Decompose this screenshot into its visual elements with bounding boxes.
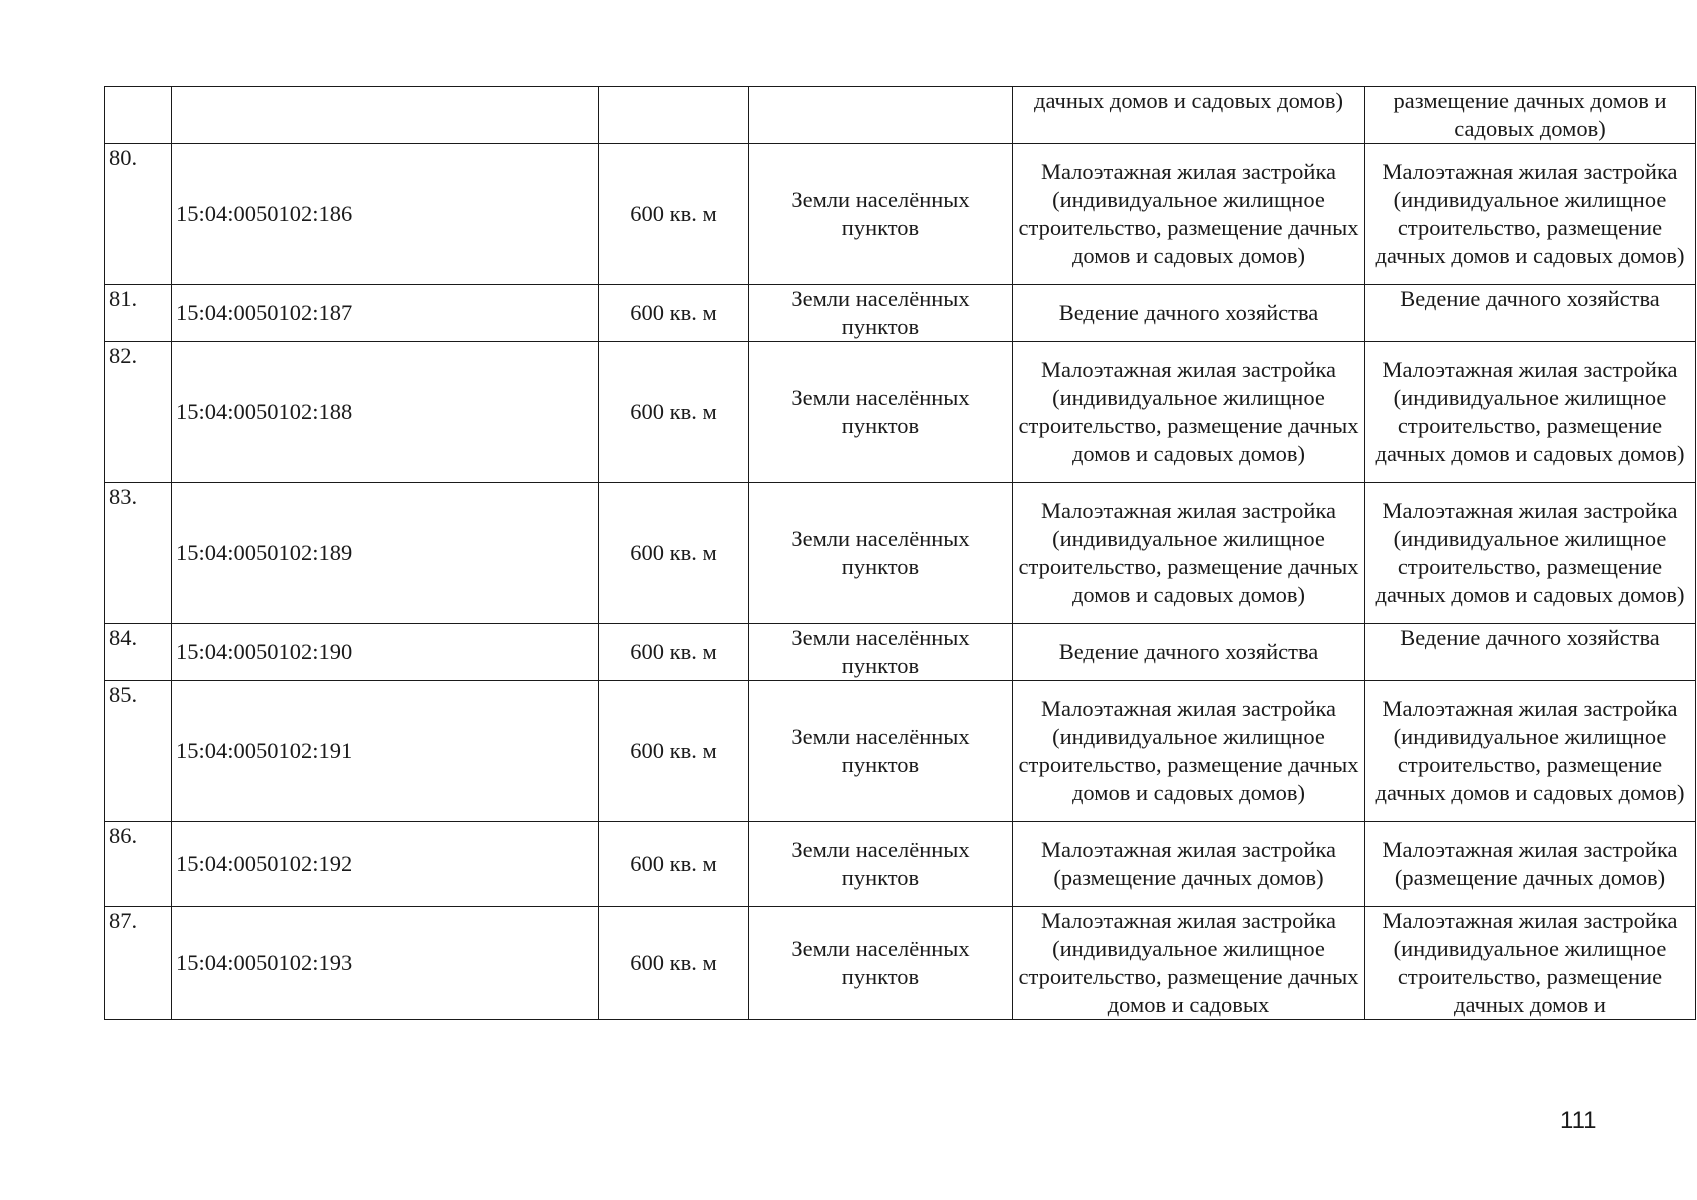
cadastral-number-cell: 15:04:0050102:188	[172, 342, 599, 483]
cadastral-number-cell: 15:04:0050102:187	[172, 285, 599, 342]
table-row	[105, 822, 1696, 907]
area-cell: 600 кв. м	[599, 624, 749, 681]
permitted-use-actual-cell: Ведение дачного хозяйства	[1365, 285, 1696, 342]
permitted-use-cell: Малоэтажная жилая застройка (размещение дачных домов)	[1013, 822, 1365, 907]
permitted-use-cell: дачных домов и садовых домов)	[1013, 87, 1365, 144]
cadastral-number-cell: 15:04:0050102:192	[172, 822, 599, 907]
row-number-cell: 87.	[105, 907, 172, 1020]
table-row	[105, 907, 1696, 1020]
table-row	[105, 144, 1696, 285]
area-cell	[599, 87, 749, 144]
table-row	[105, 624, 1696, 681]
land-category-cell: Земли населённых пунктов	[749, 681, 1013, 822]
permitted-use-cell: Малоэтажная жилая застройка (индивидуальное жилищное строительство, размещение дачных домов и садовых домов)	[1013, 681, 1365, 822]
land-category-cell: Земли населённых пунктов	[749, 907, 1013, 1020]
cadastral-number-cell: 15:04:0050102:193	[172, 907, 599, 1020]
land-category-cell: Земли населённых пунктов	[749, 624, 1013, 681]
permitted-use-actual-cell: размещение дачных домов и садовых домов)	[1365, 87, 1696, 144]
permitted-use-actual-cell: Малоэтажная жилая застройка (размещение дачных домов)	[1365, 822, 1696, 907]
area-cell: 600 кв. м	[599, 285, 749, 342]
permitted-use-actual-cell: Малоэтажная жилая застройка (индивидуальное жилищное строительство, размещение дачных домов и	[1365, 907, 1696, 1020]
permitted-use-cell: Ведение дачного хозяйства	[1013, 624, 1365, 681]
land-category-cell	[749, 87, 1013, 144]
row-number-cell: 85.	[105, 681, 172, 822]
permitted-use-cell: Малоэтажная жилая застройка (индивидуальное жилищное строительство, размещение дачных домов и садовых домов)	[1013, 342, 1365, 483]
land-category-cell: Земли населённых пунктов	[749, 822, 1013, 907]
permitted-use-actual-cell: Малоэтажная жилая застройка (индивидуальное жилищное строительство, размещение дачных домов и садовых домов)	[1365, 342, 1696, 483]
permitted-use-actual-cell: Ведение дачного хозяйства	[1365, 624, 1696, 681]
row-number-cell: 84.	[105, 624, 172, 681]
permitted-use-cell: Ведение дачного хозяйства	[1013, 285, 1365, 342]
cadastral-number-cell	[172, 87, 599, 144]
row-number-cell: 83.	[105, 483, 172, 624]
permitted-use-cell: Малоэтажная жилая застройка (индивидуальное жилищное строительство, размещение дачных домов и садовых домов)	[1013, 144, 1365, 285]
table-row	[105, 342, 1696, 483]
page-number: 111	[1560, 1107, 1597, 1134]
cadastral-number-cell: 15:04:0050102:191	[172, 681, 599, 822]
permitted-use-actual-cell: Малоэтажная жилая застройка (индивидуальное жилищное строительство, размещение дачных домов и садовых домов)	[1365, 144, 1696, 285]
row-number-cell: 80.	[105, 144, 172, 285]
land-category-cell: Земли населённых пунктов	[749, 285, 1013, 342]
area-cell: 600 кв. м	[599, 681, 749, 822]
land-plots-table	[104, 86, 1696, 1020]
permitted-use-actual-cell: Малоэтажная жилая застройка (индивидуальное жилищное строительство, размещение дачных домов и садовых домов)	[1365, 483, 1696, 624]
land-category-cell: Земли населённых пунктов	[749, 144, 1013, 285]
land-category-cell: Земли населённых пунктов	[749, 483, 1013, 624]
cadastral-number-cell: 15:04:0050102:186	[172, 144, 599, 285]
row-number-cell: 82.	[105, 342, 172, 483]
table-row	[105, 681, 1696, 822]
table-row	[105, 285, 1696, 342]
area-cell: 600 кв. м	[599, 822, 749, 907]
area-cell: 600 кв. м	[599, 907, 749, 1020]
land-category-cell: Земли населённых пунктов	[749, 342, 1013, 483]
permitted-use-actual-cell: Малоэтажная жилая застройка (индивидуальное жилищное строительство, размещение дачных домов и садовых домов)	[1365, 681, 1696, 822]
cadastral-number-cell: 15:04:0050102:189	[172, 483, 599, 624]
table-row-continuation	[105, 87, 1696, 144]
row-number-cell: 81.	[105, 285, 172, 342]
cadastral-number-cell: 15:04:0050102:190	[172, 624, 599, 681]
permitted-use-cell: Малоэтажная жилая застройка (индивидуальное жилищное строительство, размещение дачных домов и садовых	[1013, 907, 1365, 1020]
area-cell: 600 кв. м	[599, 342, 749, 483]
row-number-cell	[105, 87, 172, 144]
permitted-use-cell: Малоэтажная жилая застройка (индивидуальное жилищное строительство, размещение дачных домов и садовых домов)	[1013, 483, 1365, 624]
table-row	[105, 483, 1696, 624]
area-cell: 600 кв. м	[599, 144, 749, 285]
area-cell: 600 кв. м	[599, 483, 749, 624]
row-number-cell: 86.	[105, 822, 172, 907]
